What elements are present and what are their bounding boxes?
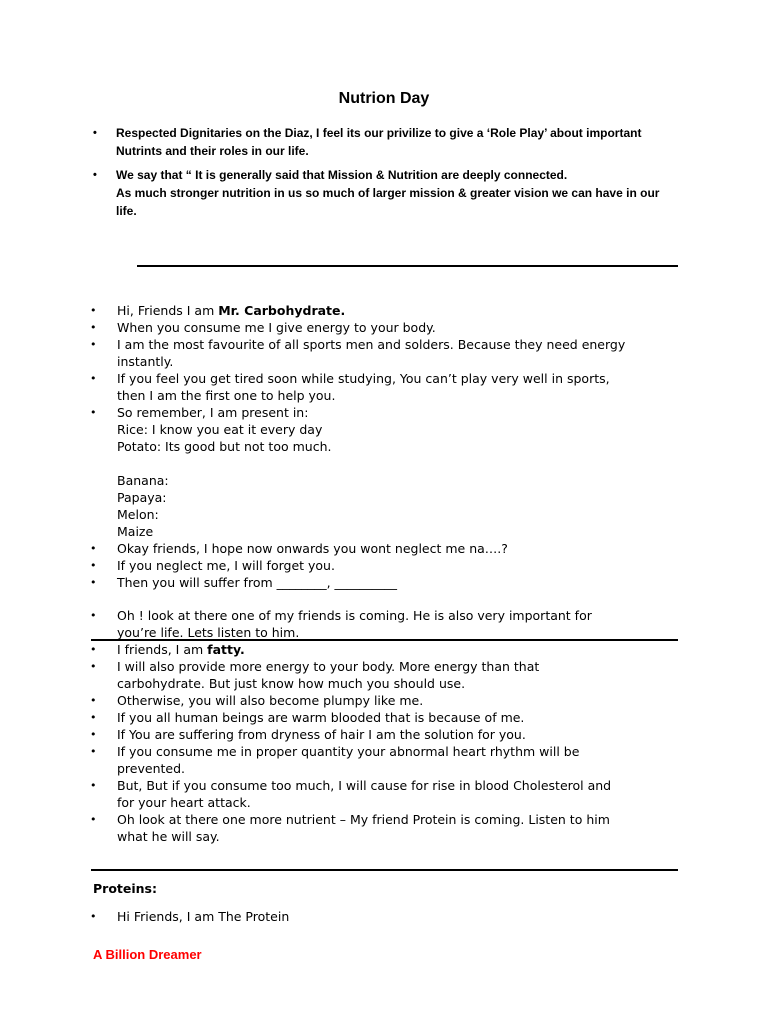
bullet-icon: • [90,372,97,385]
item-line: Oh look at there one more nutrient – My friend Protein is coming. Listen to him [117,812,610,827]
list-item [90,777,690,811]
intro-line: Nutrints and their roles in our life. [116,144,309,158]
list-item [90,726,690,743]
item-line: instantly. [117,354,174,369]
intro-item [93,166,693,220]
carbohydrate-list [90,302,690,641]
item-line: I will also provide more energy to your body. More energy than that [117,659,540,674]
food-line: Banana: [117,473,169,488]
item-line: When you consume me I give energy to your body. [117,320,436,335]
bullet-icon: • [90,745,97,758]
list-item [90,658,690,692]
bullet-icon: • [90,660,97,673]
bullet-icon: • [90,813,97,826]
item-line: If you consume me in proper quantity your abnormal heart rhythm will be [117,744,580,759]
bullet-icon: • [90,338,97,351]
food-line: Rice: I know you eat it every day [117,422,323,437]
item-line: If you neglect me, I will forget you. [117,558,335,573]
list-item [90,302,690,319]
nutrient-name: Mr. Carbohydrate. [218,303,346,318]
item-line: So remember, I am present in: [117,405,309,420]
list-item [90,540,690,557]
item-line: If You are suffering from dryness of hair I am the solution for you. [117,727,526,742]
bullet-icon: • [93,169,97,181]
footer-brand: A Billion Dreamer [93,947,202,962]
bullet-icon: • [90,542,97,555]
nutrient-name: fatty. [207,642,245,657]
greeting-text: Hi, Friends I am [117,303,219,318]
item-line: prevented. [117,761,185,776]
item-line: If you feel you get tired soon while studying, You can’t play very well in sports, [117,371,610,386]
bullet-icon: • [90,609,97,622]
bullet-icon: • [90,304,97,317]
blank-line [117,455,690,472]
bullet-icon: • [90,694,97,707]
list-item [90,370,690,404]
bullet-icon: • [90,321,97,334]
food-line: Papaya: [117,490,167,505]
list-item [90,607,690,641]
item-line: If you all human beings are warm blooded that is because of me. [117,710,525,725]
food-line: Maize [117,524,154,539]
item-line: Okay friends, I hope now onwards you wont neglect me na….? [117,541,508,556]
item-line: what he will say. [117,829,220,844]
food-line: Potato: Its good but not too much. [117,439,332,454]
list-item [90,692,690,709]
item-line: Otherwise, you will also become plumpy like me. [117,693,424,708]
intro-list [93,124,693,226]
intro-line: As much stronger nutrition in us so much of larger mission & greater vision we can have in our [116,186,660,200]
bullet-icon: • [90,779,97,792]
list-item [90,319,690,336]
bullet-icon: • [90,559,97,572]
item-line: Hi Friends, I am The Protein [117,909,290,924]
section-divider [91,869,678,871]
intro-line: We say that “ It is generally said that Mission & Nutrition are deeply connected. [116,168,568,182]
item-line: you’re life. Lets listen to him. [117,625,300,640]
intro-line: life. [116,204,137,218]
bullet-icon: • [90,711,97,724]
item-line: I am the most favourite of all sports men and solders. Because they need energy [117,337,626,352]
bullet-icon: • [90,406,97,419]
greeting-text: I friends, I am [117,642,208,657]
bullet-icon: • [90,643,97,656]
list-item [90,557,690,574]
list-item [90,641,690,658]
list-item [90,574,690,591]
page-title: Nutrion Day [338,90,430,107]
list-item [90,908,690,925]
item-line: Oh ! look at there one of my friends is coming. He is also very important for [117,608,592,623]
list-item [90,811,690,845]
list-item [90,336,690,370]
list-item [90,404,690,540]
fatty-list [90,641,690,845]
bullet-icon: • [90,910,97,923]
intro-item [93,124,693,160]
item-line: But, But if you consume too much, I will cause for rise in blood Cholesterol and [117,778,612,793]
list-item [90,743,690,777]
section-divider [137,265,678,267]
intro-line: Respected Dignitaries on the Diaz, I feel its our privilize to give a ‘Role Play’ about important [116,126,642,140]
bullet-icon: • [93,127,97,139]
bullet-icon: • [90,576,97,589]
proteins-list [90,908,690,925]
bullet-icon: • [90,728,97,741]
section-heading-proteins: Proteins: [93,881,157,896]
food-line: Melon: [117,507,159,522]
item-line: carbohydrate. But just know how much you should use. [117,676,466,691]
item-line: Then you will suffer from ________, __________ [117,575,398,590]
item-line: for your heart attack. [117,795,251,810]
list-item [90,709,690,726]
item-line: then I am the first one to help you. [117,388,336,403]
